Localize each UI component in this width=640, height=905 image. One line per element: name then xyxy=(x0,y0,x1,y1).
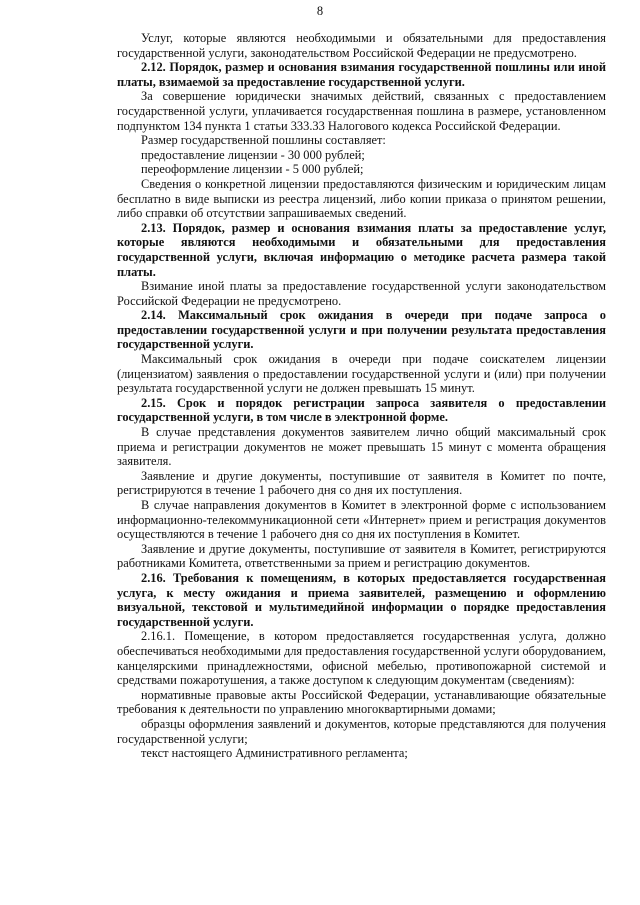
paragraph: Размер государственной пошлины составляет: xyxy=(141,133,386,148)
paragraph: Заявление и другие документы, поступившие от заявителя в Комитет по почте, регистрируются в течение 1 рабочего дня со дня их поступления. xyxy=(117,468,606,498)
section-heading-2-16: 2.16. Требования к помещениям, в которых предоставляется государственная услуга, к месту ожидания и приема заявителей, размещению и оформлению визуальной, текстовой и мультимедийной информации о порядке предоставления государственной услуги. xyxy=(117,570,606,629)
paragraph: За совершение юридически значимых действий, связанных с предоставлением государственной услуги, уплачивается государственная пошлина в размере, установленном подпунктом 134 пункта 1 статьи 333.33 Налогового кодекса Российской Федерации. xyxy=(117,89,606,133)
paragraph: Взимание иной платы за предоставление государственной услуги законодательством Российской Федерации не предусмотрено. xyxy=(117,279,606,308)
paragraph: В случае представления документов заявителем лично общий максимальный срок приема и регистрации документов не может превышать 15 минут с момента обращения заявителя. xyxy=(117,425,606,469)
list-item: предоставление лицензии - 30 000 рублей; xyxy=(141,147,365,162)
paragraph: В случае направления документов в Комитет в электронной форме с использованием информационно-телекоммуникационной сети «Интернет» прием и регистрация документов осуществляются в течение 1 рабочего дня со дня их поступления в Комитет. xyxy=(117,498,606,542)
paragraph: Заявление и другие документы, поступившие от заявителя в Комитет, регистрируются работниками Комитета, ответственными за прием и регистрацию документов. xyxy=(117,541,606,571)
list-item: текст настоящего Административного регламента; xyxy=(141,746,408,761)
section-heading-2-13: 2.13. Порядок, размер и основания взимания платы за предоставление услуг, которые являются необходимыми и обязательными для предоставления государственной услуги, включая информацию о методике расчета размера такой платы. xyxy=(117,220,606,279)
paragraph: Сведения о конкретной лицензии предоставляются физическим и юридическим лицам бесплатно в виде выписки из реестра лицензий, либо копии приказа о принятом решении, либо справки об отсутствии запрашиваемых сведений. xyxy=(117,176,606,221)
list-item: нормативные правовые акты Российской Федерации, устанавливающие обязательные требования к деятельности по управлению многоквартирными домами; xyxy=(117,687,606,717)
list-item: переоформление лицензии - 5 000 рублей; xyxy=(141,162,364,177)
paragraph: 2.16.1. Помещение, в котором предоставляется государственная услуга, должно обеспечиваться необходимыми для предоставления государственной услуги оборудованием, канцелярскими принадлежностями, офисной мебелью, противопожарной системой и средствами пожаротушения, а также доступом к следующим документам (сведениям): xyxy=(117,629,607,688)
section-heading-2-12: 2.12. Порядок, размер и основания взимания государственной пошлины или иной платы, взимаемой за предоставление государственной услуги. xyxy=(117,60,606,89)
paragraph: Максимальный срок ожидания в очереди при подаче соискателем лицензии (лицензиатом) заявления о предоставлении государственной услуги и (или) при получении результата государственной услуги не должен превышать 15 минут. xyxy=(117,352,606,396)
section-heading-2-14: 2.14. Максимальный срок ожидания в очереди при подаче запроса о предоставлении государственной услуги и при получении результата предоставления государственной услуги. xyxy=(117,308,606,352)
page-number: 8 xyxy=(316,4,324,18)
document-body xyxy=(117,31,606,761)
section-heading-2-15: 2.15. Срок и порядок регистрации запроса заявителя о предоставлении государственной услуги, в том числе в электронной форме. xyxy=(117,395,606,425)
paragraph: Услуг, которые являются необходимыми и обязательными для предоставления государственной услуги, законодательством Российской Федерации не предусмотрено. xyxy=(117,31,606,60)
list-item: образцы оформления заявлений и документов, которые представляются для получения государственной услуги; xyxy=(117,716,606,746)
